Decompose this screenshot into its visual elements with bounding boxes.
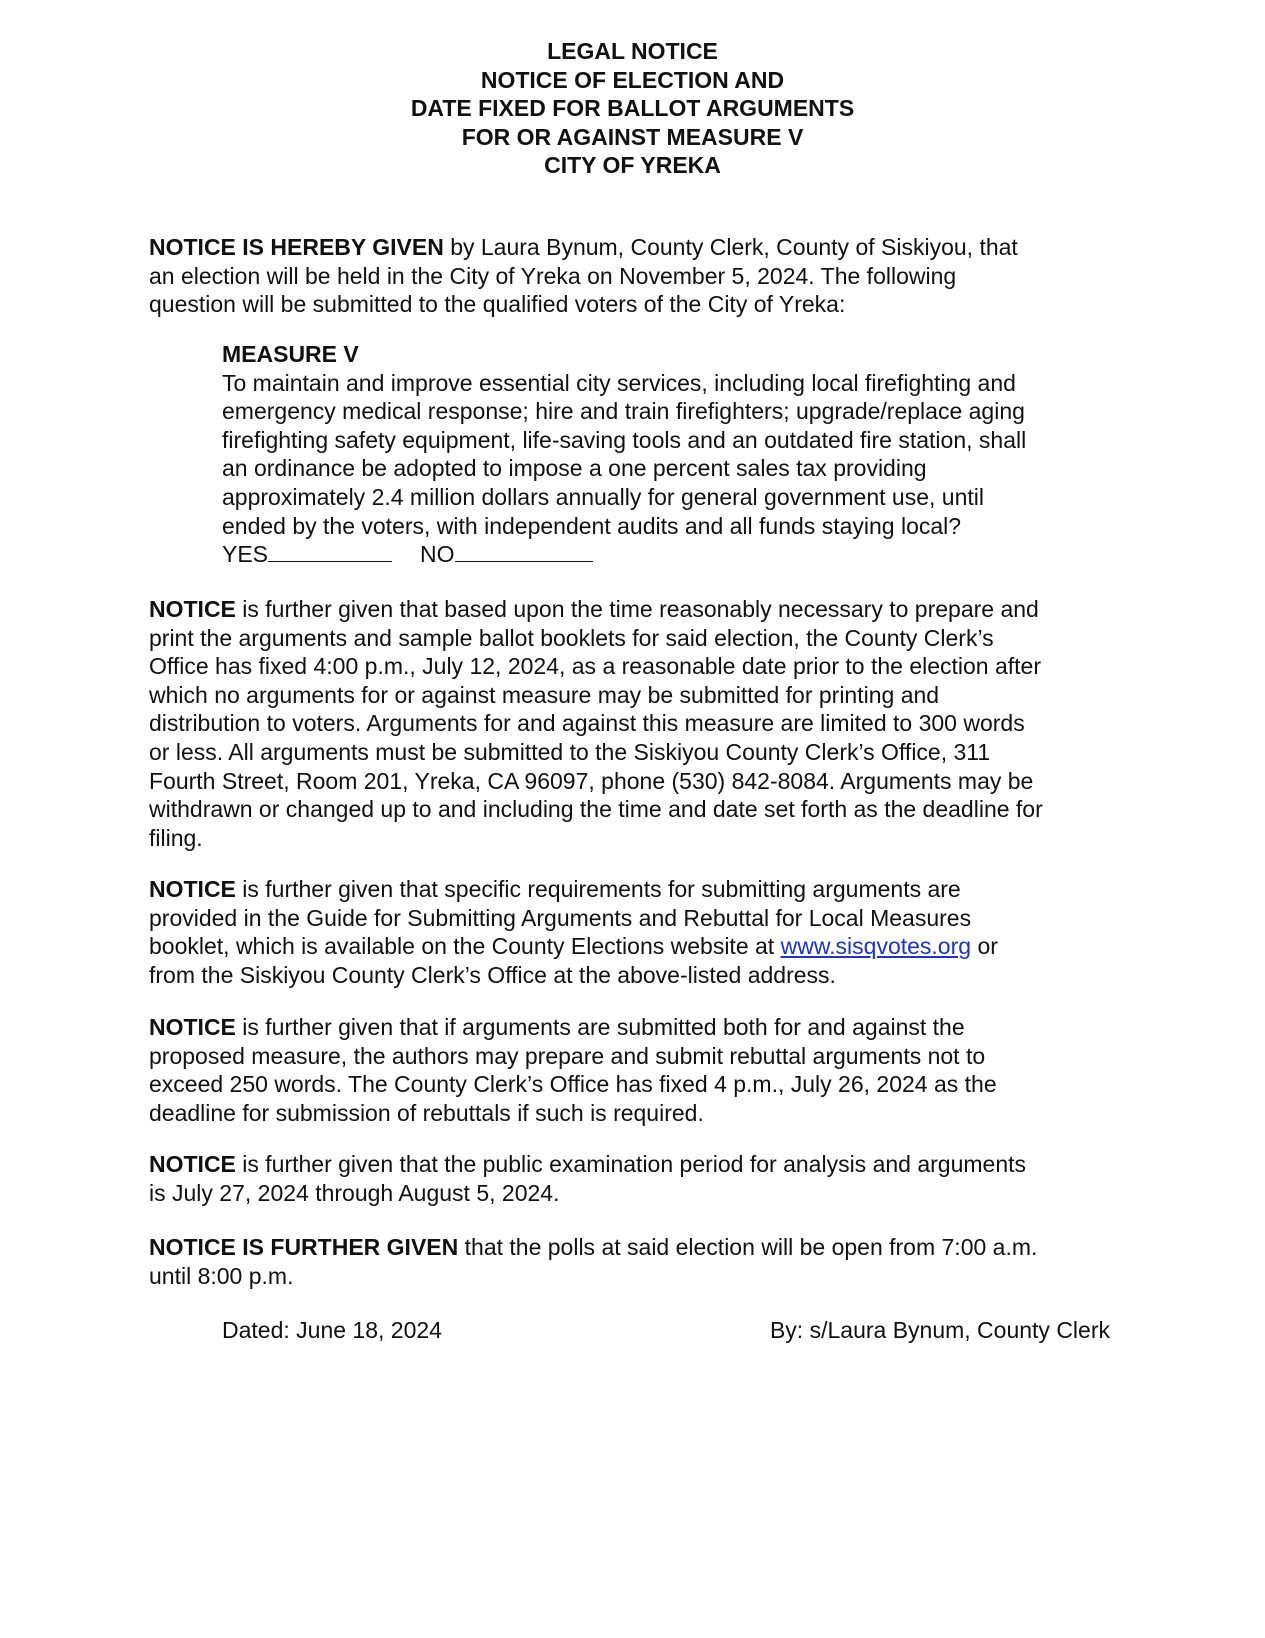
measure-text-line: firefighting safety equipment, life-saving tools and an outdated fire station, shall xyxy=(222,426,1027,453)
text-line: which no arguments for or against measure may be submitted for printing and xyxy=(149,681,940,708)
text-line: distribution to voters. Arguments for and against this measure are limited to 300 words xyxy=(149,710,1025,737)
text-line: is further given that the public examination period for analysis and arguments xyxy=(235,1151,1026,1177)
text-line: provided in the Guide for Submitting Arguments and Rebuttal for Local Measures xyxy=(149,904,972,931)
notice-title xyxy=(0,37,1265,180)
text-line: is further given that based upon the time reasonably necessary to prepare and xyxy=(235,596,1039,622)
signed-by-text: By: s/Laura Bynum, County Clerk xyxy=(769,1317,1110,1343)
measure-text-line: emergency medical response; hire and train firefighters; upgrade/replace aging xyxy=(222,398,1025,425)
text-line: question will be submitted to the qualified voters of the City of Yreka: xyxy=(149,291,846,318)
text-fragment: or xyxy=(971,933,998,960)
text-line: from the Siskiyou County Clerk’s Office at the above-listed address. xyxy=(149,961,836,988)
dated-text: Dated: June 18, 2024 xyxy=(222,1317,442,1343)
text-line: Fourth Street, Room 201, Yreka, CA 96097, phone (530) 842-8084. Arguments may be xyxy=(149,767,1034,794)
measure-text-line: ended by the voters, with independent audits and all funds staying local? xyxy=(222,512,962,539)
text-line: filing. xyxy=(149,824,203,851)
title-line: NOTICE OF ELECTION AND xyxy=(480,66,785,93)
no-blank xyxy=(455,541,593,562)
sisqvotes-website-link[interactable]: www.sisqvotes.org xyxy=(780,933,972,960)
text-line: print the arguments and sample ballot booklets for said election, the County Clerk’s xyxy=(149,624,994,651)
measure-text-line: To maintain and improve essential city services, including local firefighting and xyxy=(222,369,1016,396)
title-line: CITY OF YREKA xyxy=(544,152,721,179)
text-line: is further given that specific requirements for submitting arguments are xyxy=(235,876,961,902)
intro-paragraph xyxy=(149,233,1124,319)
notice-lead: NOTICE IS FURTHER GIVEN xyxy=(149,1234,459,1260)
yes-blank xyxy=(268,541,392,562)
notice-public-examination xyxy=(149,1150,1124,1207)
notice-requirements-guide xyxy=(149,875,1124,989)
text-line: exceed 250 words. The County Clerk’s Office has fixed 4 p.m., July 26, 2024 as the xyxy=(149,1071,997,1098)
notice-lead: NOTICE xyxy=(149,1014,236,1040)
text-line: or less. All arguments must be submitted to the Siskiyou County Clerk’s Office, 311 xyxy=(149,738,991,765)
title-line: LEGAL NOTICE xyxy=(547,38,718,64)
yes-label: YES xyxy=(222,541,269,568)
text-line: deadline for submission of rebuttals if such is required. xyxy=(149,1099,704,1126)
title-line: DATE FIXED FOR BALLOT ARGUMENTS xyxy=(410,95,855,122)
measure-text-line: an ordinance be adopted to impose a one percent sales tax providing xyxy=(222,455,927,482)
text-line: is July 27, 2024 through August 5, 2024. xyxy=(149,1179,560,1206)
text-line: by Laura Bynum, County Clerk, County of Siskiyou, that xyxy=(443,234,1018,260)
measure-title: MEASURE V xyxy=(222,341,359,367)
text-line: is further given that if arguments are submitted both for and against the xyxy=(235,1014,965,1040)
text-line: until 8:00 p.m. xyxy=(149,1262,294,1289)
ballot-choice-line xyxy=(222,540,1122,569)
no-label: NO xyxy=(420,541,455,568)
notice-lead: NOTICE xyxy=(149,1151,236,1177)
text-line: booklet, which is available on the County Elections website at xyxy=(149,933,781,960)
notice-polls-hours xyxy=(149,1233,1124,1290)
text-line: an election will be held in the City of Yreka on November 5, 2024. The following xyxy=(149,262,957,289)
text-line: withdrawn or changed up to and including the time and date set forth as the deadline for xyxy=(149,796,1043,823)
notice-rebuttals xyxy=(149,1013,1124,1127)
text-line: proposed measure, the authors may prepare and submit rebuttal arguments not to xyxy=(149,1042,986,1069)
notice-argument-deadline xyxy=(149,595,1124,852)
text-line: that the polls at said election will be open from 7:00 a.m. xyxy=(458,1234,1038,1260)
intro-lead: NOTICE IS HEREBY GIVEN xyxy=(149,234,444,260)
measure-text-line: approximately 2.4 million dollars annually for general government use, until xyxy=(222,483,984,510)
title-line: FOR OR AGAINST MEASURE V xyxy=(461,123,804,150)
text-line: Office has fixed 4:00 p.m., July 12, 2024, as a reasonable date prior to the election after xyxy=(149,653,1042,680)
measure-block xyxy=(222,340,1122,569)
notice-lead: NOTICE xyxy=(149,876,236,902)
notice-lead: NOTICE xyxy=(149,596,236,622)
